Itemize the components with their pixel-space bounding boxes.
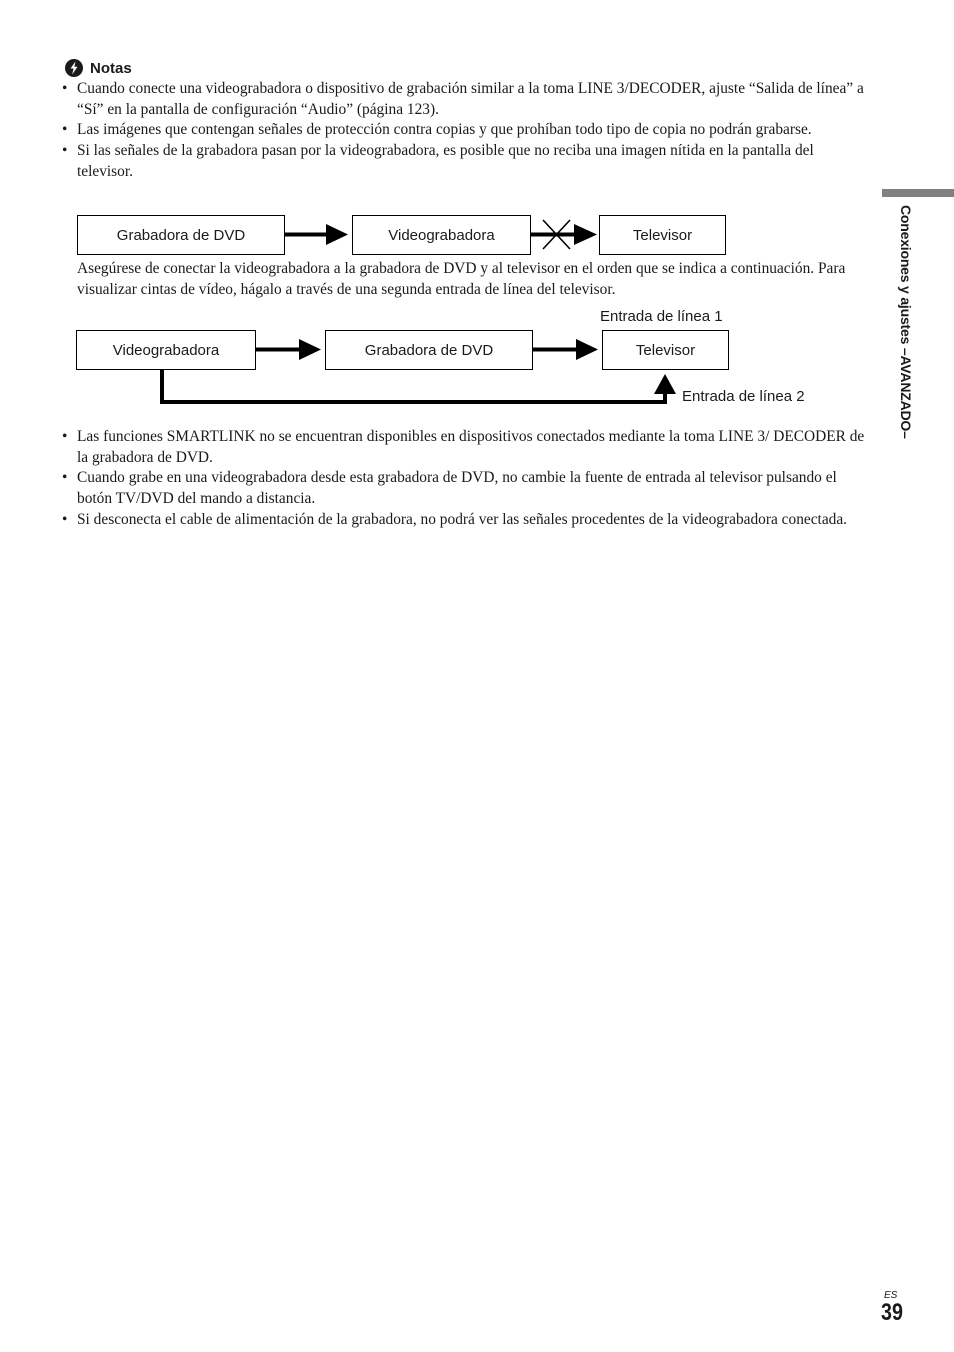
arrow-dvd-to-vcr (285, 224, 348, 245)
notes-list-bottom (62, 427, 872, 531)
section-tab-label: Conexiones y ajustes –AVANZADO– (898, 205, 914, 439)
diagram2-box-tv: Televisor (602, 330, 729, 370)
arrow-vcr-to-tv-line-input-2 (162, 370, 676, 402)
page-number: 39 (881, 1299, 903, 1326)
diagram1-box-tv: Televisor (599, 215, 726, 255)
diagram1-box-vcr: Videograbadora (352, 215, 531, 255)
note-item: • Cuando grabe en una videograbadora desde esta grabadora de DVD, no cambie la fuente de entrada al televisor pulsando el botón TV/DVD del mando a distancia. (62, 468, 872, 509)
line-input-1-label: Entrada de línea 1 (600, 308, 723, 325)
diagram2-box-dvd-recorder: Grabadora de DVD (325, 330, 533, 370)
arrow-dvd-to-tv (533, 339, 598, 360)
diagram2-box-vcr: Videograbadora (76, 330, 256, 370)
note-item: • Las imágenes que contengan señales de protección contra copias y que prohíban todo tipo de copia no podrán grabarse. (62, 120, 872, 141)
page-language: ES (884, 1290, 898, 1301)
line-input-2-label: Entrada de línea 2 (682, 388, 805, 405)
diagram1-box-dvd-recorder: Grabadora de DVD (77, 215, 285, 255)
note-item: • Las funciones SMARTLINK no se encuentran disponibles en dispositivos conectados mediante la toma LINE 3/ DECODER de la grabadora de DVD. (62, 427, 872, 468)
note-item: • Si desconecta el cable de alimentación de la grabadora, no podrá ver las señales procedentes de la videograbadora conectada. (62, 510, 872, 531)
note-item: • Si las señales de la grabadora pasan por la videograbadora, es posible que no reciba una imagen nítida en la pantalla del televisor. (62, 141, 872, 182)
arrow-vcr-to-dvd (256, 339, 321, 360)
section-tab-bar (882, 189, 954, 197)
connection-order-paragraph: Asegúrese de conectar la videograbadora a la grabadora de DVD y al televisor en el orden que se indica a continuación. Para visualizar cintas de vídeo, hágalo a través de una segunda entrada de línea del televisor. (77, 260, 846, 298)
note-item: • Cuando conecte una videograbadora o dispositivo de grabación similar a la toma LINE 3/DECODER, ajuste “Salida de línea” a “Sí” en la pantalla de configuración “Audio” (página 123). (62, 79, 872, 120)
notes-title: Notas (90, 59, 132, 77)
